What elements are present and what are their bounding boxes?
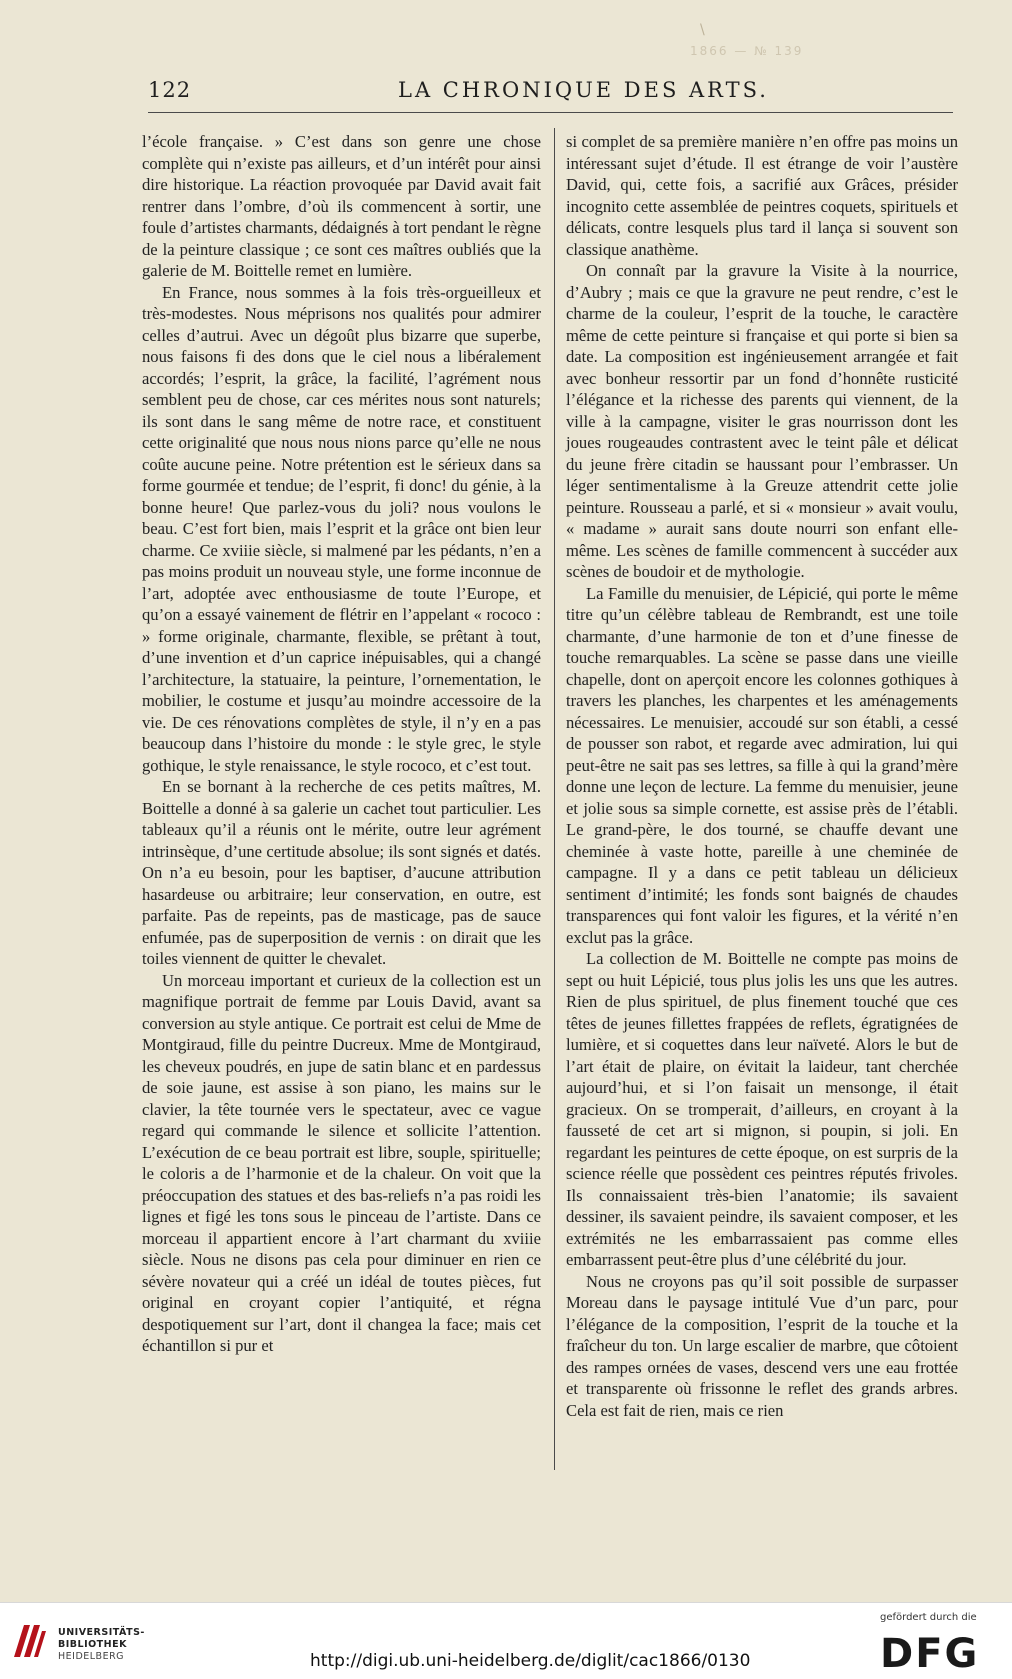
header-rule (148, 112, 953, 113)
library-name-line: UNIVERSITÄTS- (58, 1627, 145, 1638)
library-name-line: BIBLIOTHEK (58, 1639, 127, 1650)
paragraph: Un morceau important et curieux de la collection est un magnifique portrait de femme par Louis David, avant sa conversion au style antique. Ce portrait est celui de Mme de Montgiraud, fille du peintre Ducreux. Mme de Montgiraud, les cheveux poudrés, en jupe de satin blanc et en pardessus de soie jaune, est assise à son piano, les mains sur le clavier, la tête tournée vers le spectateur, avec ce vague regard qui commande le silence et sollicite l’attention. L’exécution de ce beau portrait est libre, souple, spirituelle; le coloris a de l’harmonie et de la chaleur. On voit que la préoccupation des statues et des bas-reliefs n’a pas roidi les lignes et figé les tons sous le pinceau de l’artiste. Dans ce morceau il appartient encore à l’art charmant du xviiie siècle. Nous ne disons pas cela pour diminuer en rien ce sévère novateur qui a créé un idéal de toutes pièces, fut original en croyant copier l’antiquité, et régna despotiquement sur l’art, dont il changea la face; mais cet échantillon si pur et (142, 970, 541, 1355)
page-header (148, 74, 948, 108)
column-separator (554, 128, 555, 1470)
paragraph: En France, nous sommes à la fois très-orgueilleux et très-modestes. Nous méprisons nos qualités pour admirer celles d’autrui. Avec un dégoût plus bizarre que superbe, nous faisons fi des dons que le ciel nous a libéralement accordés; l’esprit, la grâce, la facilité, l’agrément nous semblent peu de chose, car ces mérites nous sont naturels; ils sont dans le sang même de notre race, et constituent cette originalité que nous nous nions parce qu’elle ne nous coûte aucune peine. Notre prétention est le sérieux dans sa forme gourmée et tendue; de l’esprit, fi donc! du génie, à la bonne heure! Que parlez-vous du joli? nous voulons le beau. C’est fort bien, mais l’esprit et la grâce ont bien leur charme. Ce xviiie siècle, si malmené par les pédants, n’en a pas moins produit un nouveau style, une forme inconnue de l’art, adoptée avec enthousiasme de toute l’Europe, et qu’on a essayé vainement de flétrir en l’appelant « rococo : » forme originale, charmante, flexible, se prêtant à tout, d’une invention et d’un caprice inépuisables, qui a changé l’architecture, la statuaire, la peinture, l’ornementation, le mobilier, le costume et jusqu’au moindre accessoire de la vie. De ces rénovations complètes de style, il n’y en a pas beaucoup dans l’histoire du monde : le style grec, le style gothique, le style renaissance, le style rococo, et c’est tout. (142, 282, 541, 775)
sponsor-note: gefördert durch die (880, 1612, 977, 1623)
viewer-footer (0, 1602, 1012, 1679)
library-name-line: HEIDELBERG (58, 1651, 125, 1662)
scan-pencil-note: 1866 — № 139 (690, 44, 804, 58)
paragraph: Nous ne croyons pas qu’il soit possible de surpasser Moreau dans le paysage intitulé Vue d’un parc, pour l’élégance de la composition, l’esprit de la touche et la fraîcheur du ton. Un large escalier de marbre, que côtoient des rampes ornées de vases, descend vers une eau frottée et transparente où frissonne le reflet des grands arbres. Cela est fait de rien, mais ce rien (566, 1271, 958, 1420)
page-number: 122 (148, 78, 192, 102)
paragraph: La Famille du menuisier, de Lépicié, qui porte le même titre qu’un célèbre tableau de Rembrandt, est une toile charmante, d’une harmonie de ton et d’une finesse de touche remarquables. La scène se passe dans une vieille chapelle, dont on aperçoit encore les colonnes gothiques à travers les planches, les charpentes et les aménagements nécessaires. Le menuisier, accoudé sur son établi, a cessé de pousser son rabot, et regarde avec admiration, lui qui peut-être ne sait pas ses lettres, sa fille à qui la grand’mère donne une leçon de lecture. La femme du menuisier, jeune et jolie sous sa simple cornette, est assise près de l’établi. Le grand-père, le dos tourné, se chauffe devant une cheminée à vaste hotte, pareille à une cheminée de campagne. Il y a dans ce petit tableau un délicieux sentiment d’intimité; les fonds sont baignés de chaudes transparences qui font valoir les figures, et la vérité n’en exclut pas la grâce. (566, 583, 958, 947)
running-title: LA CHRONIQUE DES ARTS. (398, 78, 769, 102)
right-column (566, 131, 958, 1421)
left-column (142, 131, 541, 1357)
scan-tick-mark: \ (700, 22, 705, 38)
permalink-url[interactable]: http://digi.ub.uni-heidelberg.de/diglit/cac1866/0130 (310, 1651, 751, 1671)
paragraph: En se bornant à la recherche de ces petits maîtres, M. Boittelle a donné à sa galerie un cachet tout particulier. Les tableaux qu’il a réunis ont le mérite, outre leur agrément intrinsèque, d’une certitude absolue; ils sont signés et datés. On n’a eu besoin, pour les baptiser, d’aucune attribution hasardeuse ou arbitraire; leur conservation, en outre, est parfaite. Pas de repeints, pas de masticage, pas de sauce enfumée, pas de superposition de vernis : on dirait que les toiles viennent de quitter le chevalet. (142, 777, 541, 968)
paragraph: On connaît par la gravure la Visite à la nourrice, d’Aubry ; mais ce que la gravure ne peut rendre, c’est le charme de la couleur, l’esprit de la touche, le caractère même de cette peinture si française et qui porte si bien sa date. La composition est ingénieusement arrangée et fait avec bonheur ressortir par un fond d’honnête rusticité l’élégance et la richesse des parents qui viennent, de la ville à la campagne, visiter le gras nourrisson dont les joues rougeaudes contrastent avec le teint pâle et délicat du jeune frère citadin se haussant pour l’embrasser. Un léger sentimentalisme à la Greuze attendrit cette jolie peinture. Rousseau a parlé, et si « monsieur » avait voulu, « madame » aurait sans doute nourri son enfant elle-même. Les scènes de famille commencent à succéder aux scènes de boudoir et de mythologie. (566, 261, 958, 581)
university-library-logo-icon (8, 1617, 52, 1665)
dfg-logo-icon: DFG (880, 1631, 980, 1677)
paragraph: si complet de sa première manière n’en offre pas moins un intéressant sujet d’étude. Il est étrange de voir l’austère David, qui, cette fois, a sacrifié aux Grâces, présider incognito cette assemblée de peintres coquets, spirituels et délicats, contre lesquels plus tard il lança si souvent son classique anathème. (566, 132, 958, 259)
university-library-name (58, 1627, 145, 1663)
paragraph: La collection de M. Boittelle ne compte pas moins de sept ou huit Lépicié, tous plus jolis les uns que les autres. Rien de plus spirituel, de plus finement touché que ces têtes de jeunes fillettes frappées de reflets, égratignées de lumière, et si coquettes dans leur naïveté. Alors le but de l’art était de plaire, on évitait la laideur, tant cherchée aujourd’hui, et si l’on faisait un mensonge, il était gracieux. On se tromperait, d’ailleurs, en croyant à la fausseté de cet art si mignon, si poupin, si joli. En regardant les peintures de cette époque, on est surpris de la science réelle que possèdent ces peintres réputés frivoles. Ils connaissaient très-bien l’anatomie; ils savaient dessiner, ils savaient peindre, ils savaient composer, et les extrémités ne les embarrassaient pas comme elles embarrassent peut-être plus d’une célébrité du jour. (566, 949, 958, 1269)
paragraph: l’école française. » C’est dans son genre une chose complète qui n’existe pas ailleurs, et d’un intérêt pour ainsi dire historique. La réaction provoquée par David avait fait rentrer dans l’ombre, d’où ils commencent à sortir, une foule d’artistes charmants, dédaignés à tort pendant le règne de la peinture classique ; ce sont ces maîtres oubliés que la galerie de M. Boittelle remet en lumière. (142, 132, 541, 280)
